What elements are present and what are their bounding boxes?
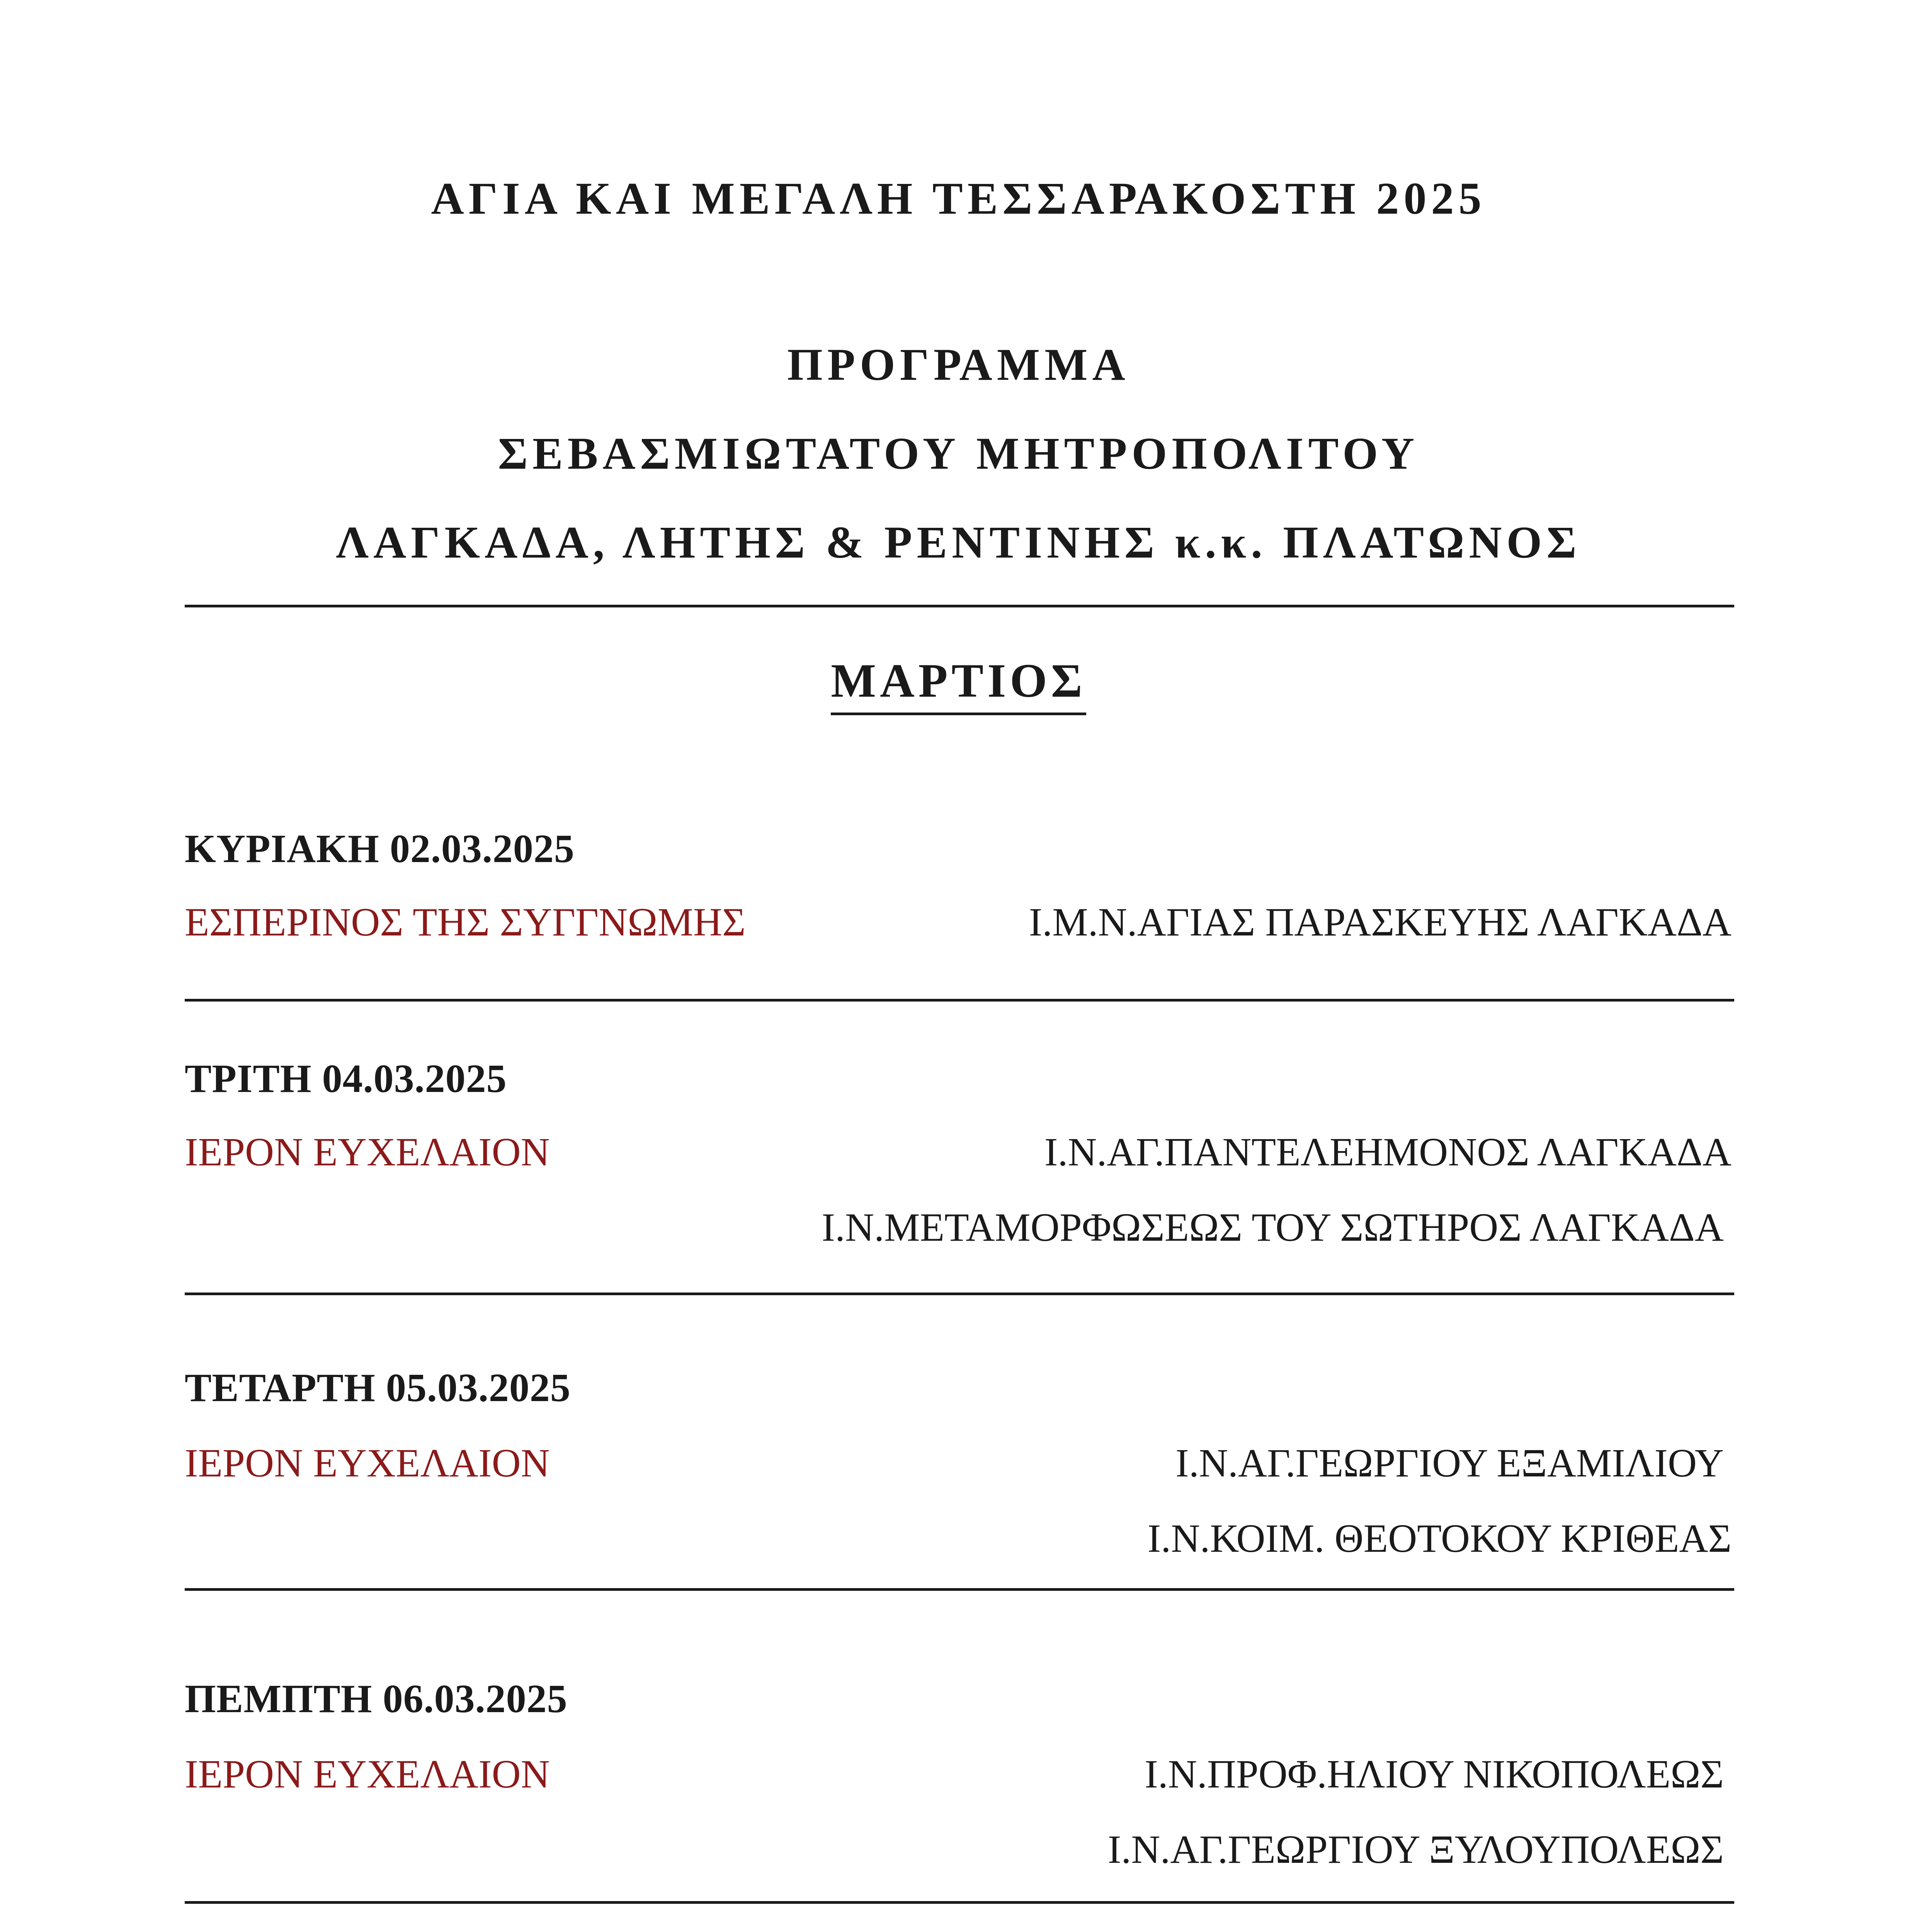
entry-service: ΕΣΠΕΡΙΝΟΣ ΤΗΣ ΣΥΓΓΝΩΜΗΣ: [185, 900, 746, 944]
entry-church: Ι.Ν.ΠΡΟΦ.ΗΛΙΟΥ ΝΙΚΟΠΟΛΕΩΣ: [1145, 1752, 1724, 1796]
entry-divider: [185, 1901, 1734, 1904]
entry-divider: [185, 999, 1734, 1002]
entry-day-heading: ΠΕΜΠΤΗ 06.03.2025: [185, 1677, 568, 1721]
entry-divider: [185, 1293, 1734, 1295]
entry-service: ΙΕΡΟΝ ΕΥΧΕΛΑΙΟΝ: [185, 1130, 550, 1174]
entry-day-heading: ΤΡΙΤΗ 04.03.2025: [185, 1056, 507, 1101]
entry-day-heading: ΚΥΡΙΑΚΗ 02.03.2025: [185, 827, 575, 871]
entry-church: Ι.Ν.ΚΟΙΜ. ΘΕΟΤΟΚΟΥ ΚΡΙΘΕΑΣ: [1147, 1516, 1732, 1561]
program-heading: ΠΡΟΓΡΑΜΜΑ: [787, 339, 1130, 390]
month-heading: [0, 654, 1917, 715]
entry-divider: [185, 1588, 1734, 1591]
entry-church: Ι.Ν.ΑΓ.ΠΑΝΤΕΛΕΗΜΟΝΟΣ ΛΑΓΚΑΔΑ: [1044, 1130, 1732, 1174]
entry-service: ΙΕΡΟΝ ΕΥΧΕΛΑΙΟΝ: [185, 1441, 550, 1485]
entry-service: ΙΕΡΟΝ ΕΥΧΕΛΑΙΟΝ: [185, 1752, 550, 1796]
entry-day-heading: ΤΕΤΑΡΤΗ 05.03.2025: [185, 1366, 571, 1410]
entry-church: Ι.Μ.Ν.ΑΓΙΑΣ ΠΑΡΑΣΚΕΥΗΣ ΛΑΓΚΑΔΑ: [1029, 900, 1732, 944]
month-label: ΜΑΡΤΙΟΣ: [831, 657, 1086, 715]
header-divider: [185, 605, 1734, 607]
entry-church: Ι.Ν.ΑΓ.ΓΕΩΡΓΙΟΥ ΞΥΛΟΥΠΟΛΕΩΣ: [1107, 1827, 1724, 1872]
metropolis-name: ΛΑΓΚΑΔΑ, ΛΗΤΗΣ & ΡΕΝΤΙΝΗΣ κ.κ. ΠΛΑΤΩΝΟΣ: [336, 517, 1581, 568]
entry-church: Ι.Ν.ΑΓ.ΓΕΩΡΓΙΟΥ ΕΞΑΜΙΛΙΟΥ: [1175, 1441, 1724, 1485]
entry-church: Ι.Ν.ΜΕΤΑΜΟΡΦΩΣΕΩΣ ΤΟΥ ΣΩΤΗΡΟΣ ΛΑΓΚΑΔΑ: [822, 1205, 1724, 1250]
metropolitan-title: ΣΕΒΑΣΜΙΩΤΑΤΟΥ ΜΗΤΡΟΠΟΛΙΤΟΥ: [498, 428, 1419, 479]
document-title: ΑΓΙΑ ΚΑΙ ΜΕΓΑΛΗ ΤΕΣΣΑΡΑΚΟΣΤΗ 2025: [431, 173, 1486, 224]
